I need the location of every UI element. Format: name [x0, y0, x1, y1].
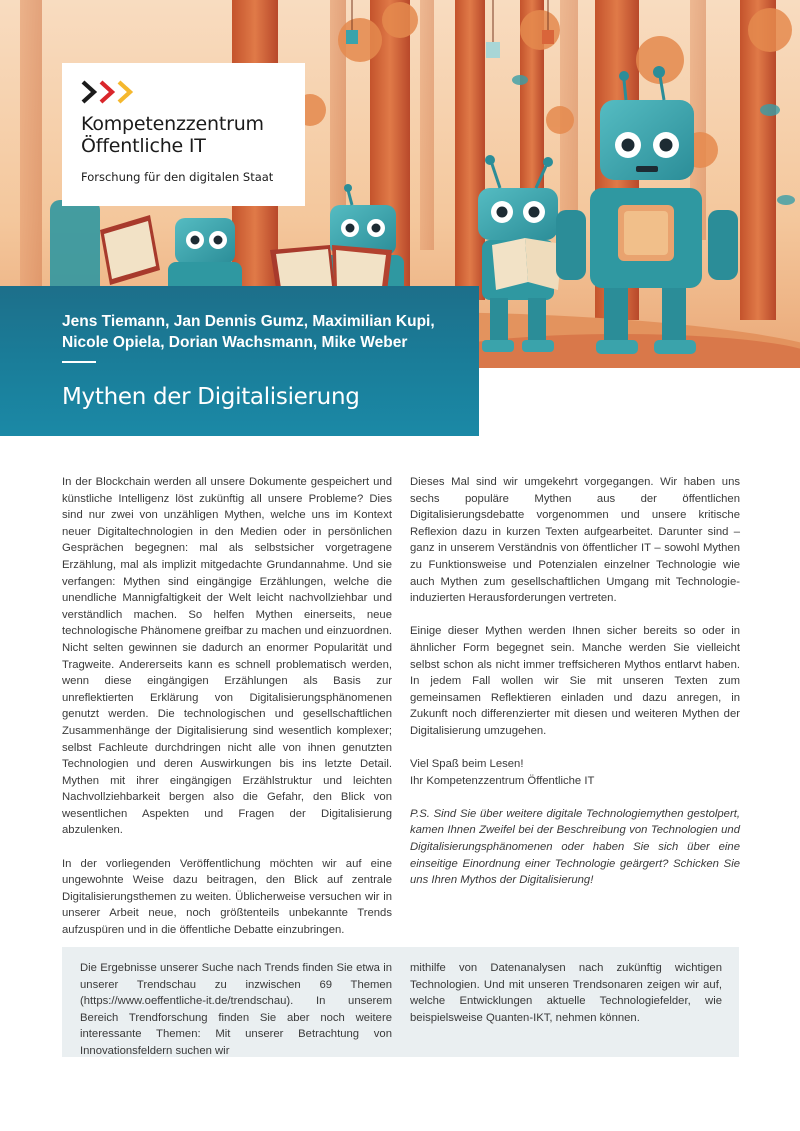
body-paragraph: In der vorliegenden Veröffentlichung möchten wir auf eine ungewohnte Weise dazu beitragen, den Blick auf zentrale Digitalisierungsthemen zu weiten. Üblicherweise versuchen wir in unserer Arbeit neue, noch größtenteils unbekannte Trends aufzuspüren und in die öffentliche Debatte einzubringen.: [62, 857, 392, 937]
title-block: [0, 286, 479, 436]
body-paragraph: Einige dieser Mythen werden Ihnen sicher bereits so oder in ähnlicher Form begegnet sein. Manche werden Sie vielleicht selbst schon als nicht immer treffsicheren Mythos entlarvt haben. In jedem Fall wollen wir Sie mit unseren Texten zum gemeinsamen Reflektieren einladen und dazu anregen, in Zukunft noch differenzierter mit diesen und weiteren Mythen der Digitalisierung umzugehen.: [410, 625, 740, 737]
body-column-left: [62, 474, 392, 955]
logo-name-line2: Öffentliche IT: [81, 135, 206, 157]
document-title: Mythen der Digitalisierung: [62, 384, 360, 410]
postscript: P.S. Sind Sie über weitere digitale Technologiemythen gestolpert, kamen Ihnen Zweifel bei der Beschreibung von Technologien und Digitalisierungsphänomenen oder haben Sie sich über eine einseitige Einordnung einer Technologie geärgert? Schicken Sie uns Ihren Mythos der Digitalisierung!: [410, 807, 740, 887]
body-column-right: [410, 474, 740, 905]
signoff-sender: Ihr Kompetenzzentrum Öffentliche IT: [410, 774, 595, 787]
info-box: [62, 947, 739, 1057]
authors-line2: Nicole Opiela, Dorian Wachsmann, Mike Weber: [62, 334, 408, 351]
authors-line1: Jens Tiemann, Jan Dennis Gumz, Maximilian Kupi,: [62, 313, 435, 330]
info-box-text-left: Die Ergebnisse unserer Suche nach Trends finden Sie etwa in unserer Trendschau zu inzwischen 69 Themen (https://www.oeffentliche-it.de/trendschau). In unserem Bereich Trendforschung finden Sie aber noch weitere interessante Themen: Mit unserer Betrachtung von Innovationsfeldern suchen wir: [80, 962, 392, 1057]
logo-tagline: Forschung für den digitalen Staat: [81, 170, 274, 184]
body-paragraph: In der Blockchain werden all unsere Dokumente gespeichert und künstliche Intelligenz löst zukünftig all unsere Probleme? Dies sind nur zwei von unzähligen Mythen, welche uns im Kontext neuer Digitaltechnologien in den Medien oder in persönlichen Gesprächen begegnen: mal als selbstsicher vorgetragene Erzählung, mal als implizit mitgedachte Grundannahme. Und sie verfangen: Mythen sind eingängige Erzählungen, welche die unendliche Mannigfaltigkeit der Welt leicht nachvollziehbar und verständlich machen. So helfen Mythen einerseits, neue technologische Phänomene greifbar zu machen und einzuordnen. Nicht selten gewinnen sie dadurch an enormer Popularität und Tragweite. Andererseits kann es schnell problematisch werden, wenn diese eingängigen Erzählungen als Basis zur unreflektierten Erklärung von Digitalisierungsphänomenen genutzt werden. Die technologischen und gesellschaftlichen Zusammenhänge der Digitalisierung sind wesentlich komplexer; selbst Fachleute durchdringen nicht alle von ihnen genutzten Technologien und deren Auswirkungen bis ins letzte Detail. Mythen mit ihrer eingängigen Erzählstruktur und leichten Nachvollziehbarkeit bergen also die Gefahr, den Blick von wesentlichen Aspekten und Fragen der Digitalisierung abzulenken.: [62, 476, 392, 837]
signoff: [410, 756, 740, 789]
logo-card: [62, 63, 305, 206]
info-box-text-right: mithilfe von Datenanalysen nach zukünftig wichtigen Technologien. Und mit unseren Trendsonaren zeigen wir auf, welche Entwicklungen aktuelle Technologiefelder, wie beispielsweise Quanten-IKT, nehmen können.: [410, 962, 722, 1024]
signoff-greeting: Viel Spaß beim Lesen!: [410, 758, 524, 771]
authors: [62, 311, 472, 353]
title-divider: [62, 361, 96, 363]
logo-arrows-icon: [81, 79, 141, 105]
logo-name-line1: Kompetenzzentrum: [81, 113, 264, 135]
body-paragraph: Dieses Mal sind wir umgekehrt vorgegangen. Wir haben uns sechs populäre Mythen aus der öffentlichen Digitalisierungsdebatte vorgenommen und unsere kritische Reflexion dazu in kurzen Texten aufgearbeitet. Darunter sind – ganz in unserem Verständnis von öffentlicher IT – sowohl Mythen zu Funktionsweise und Potenzialen einzelner Technologie wie auch Mythen zum gesellschaftlichen Umgang mit Technologie-induzierten Herausforderungen vertreten.: [410, 476, 740, 605]
